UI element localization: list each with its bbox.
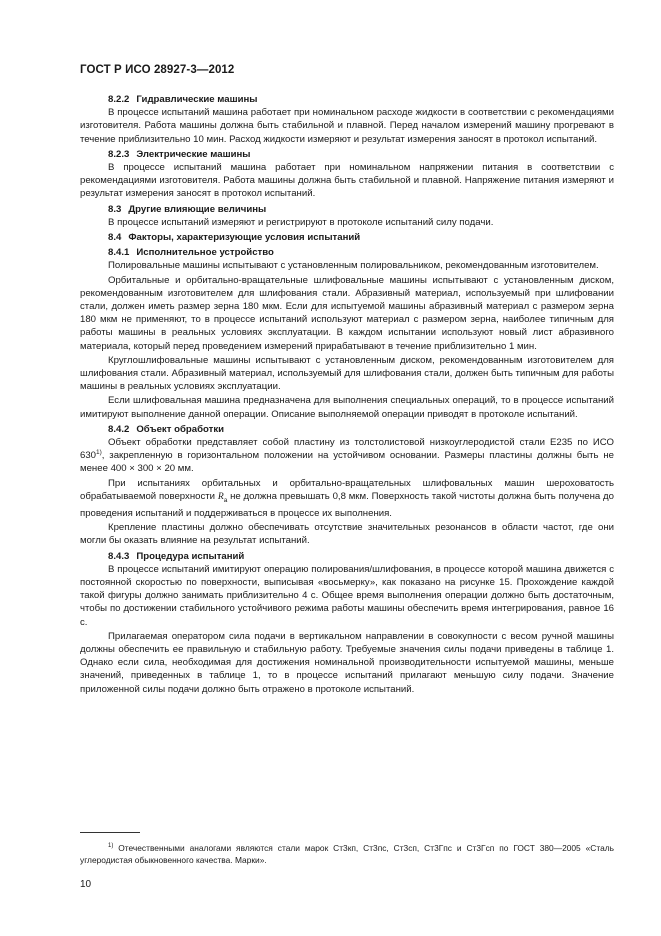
paragraph: Если шлифовальная машина предназначена для выполнения специальных операций, то в процессе испытаний имитируют выполнение данной операции. Описание выполняемой операции приводят в протоколе испытаний. [80,395,614,420]
section-heading-8-4-2: 8.4.2 Объект обработки [108,423,225,435]
paragraph: При испытаниях орбитальных и орбитально-вращательных шлифовальных машин шероховатость обрабатываемой поверхности $R_a$ не должна превышать 0,8 мкм. Поверхность такой чистоты должна быть получена до проведения испытаний и поддерживаться в процессе их выполнения. [80,477,614,519]
paragraph: В процессе испытаний машина работает при номинальном напряжении питания в соответствии с рекомендациями изготовителя. Работа машины должна быть стабильной и плавной. Напряжение питания измеряют и результат измерения заносят в протокол испытаний. [80,162,614,200]
paragraph: Крепление пластины должно обеспечивать отсутствие значительных резонансов в области частот, где они могли бы оказать влияние на результат испытаний. [80,522,614,547]
paragraph: В процессе испытаний измеряют и регистрируют в протоколе испытаний силу подачи. [108,216,494,228]
section-heading-8-4-1: 8.4.1 Исполнительное устройство [108,247,274,259]
footnote: $^{1)}$ Отечественными аналогами являются стали марок Ст3кп, Ст3пс, Ст3сп, Ст3Гпс и Ст3Гсп по ГОСТ 380—2005 «Сталь углеродистая обыкновенного качества. Марки». [80,843,614,865]
paragraph: Полировальные машины испытывают с установленным полировальником, рекомендованным изготовителем. [108,260,599,272]
page-number: 10 [80,879,92,890]
roughness-symbol: R [217,490,224,502]
section-heading-8-2-2: 8.2.2 Гидравлические машины [108,94,258,105]
footnote-reference: 1) [96,449,102,457]
paragraph: В процессе испытаний машина работает при номинальном расходе жидкости в соответствии с рекомендациями изготовителя. Работа машины должна быть стабильной и плавной. Перед началом измерений машину прогревают в течение приблизительно 10 мин. Расход жидкости измеряют и результат измерения заносят в протокол испытаний. [80,107,614,145]
document-header: ГОСТ Р ИСО 28927-3—2012 [80,64,235,76]
section-heading-8-4-3: 8.4.3 Процедура испытаний [108,550,245,562]
document-body [80,93,614,696]
paragraph: Объект обработки представляет собой пластину из толстолистовой низкоуглеродистой стали Е235 по ИСО 630$^{1)}$, закрепленную в горизонтальном положении на устойчивом основании. Размеры пластины должны быть не менее 400 × 300 × 20 мм. [80,437,614,475]
paragraph: Прилагаемая оператором сила подачи в вертикальном направлении в совокупности с весом ручной машины должны обеспечить ее правильную и стабильную работу. Требуемые значения силы подачи приведены в таблице 1. Однако если сила, необходимая для достижения номинальной производительности испытуемой машины, меньше значений, приведенных в таблице 1, то в процессе испытаний прилагают меньшую силу подачи. Значение приложенной силы подачи должно быть отражено в протоколе испытаний. [80,630,614,695]
footnote-divider [80,832,140,833]
section-heading-8-3: 8.3 Другие влияющие величины [108,203,267,215]
paragraph: Орбитальные и орбитально-вращательные шлифовальные машины испытывают с установленным диском, рекомендованным изготовителем для шлифования стали. Абразивный материал, используемый при шлифовании стали, должен иметь размер зерна 180 мкм. Если для испытуемой машины абразивный материал с размером зерна 180 мкм не применяют, то в процессе испытаний используют материал с размером зерна, наиболее типичным для работы машины в реальных условиях эксплуатации. В каждом испытании используют новый лист абразивного материала, который перед проведением измерений прирабатывают в течение приблизительно 1 мин. [80,274,614,352]
paragraph: Круглошлифовальные машины испытывают с установленным диском, рекомендованным изготовителем для шлифования стали. Абразивный материал, используемый для шлифования стали, должен быть типичным для работы машины в реальных условиях эксплуатации. [80,354,614,393]
section-heading-8-2-3: 8.2.3 Электрические машины [108,148,251,160]
section-heading-8-4: 8.4 Факторы, характеризующие условия испытаний [108,232,361,244]
paragraph: В процессе испытаний имитируют операцию полирования/шлифования, в процессе которой машина движется с постоянной скоростью по поверхности, выписывая «восьмерку», как показано на рисунке 15. Прохождение каждой такой фигуры должно занимать приблизительно 4 с. Общее время выполнения операции должно быть достаточным, чтобы по достижении стабильного устойчивого режима работы машины обеспечить время интегрирования, равное 16 с. [80,563,614,628]
